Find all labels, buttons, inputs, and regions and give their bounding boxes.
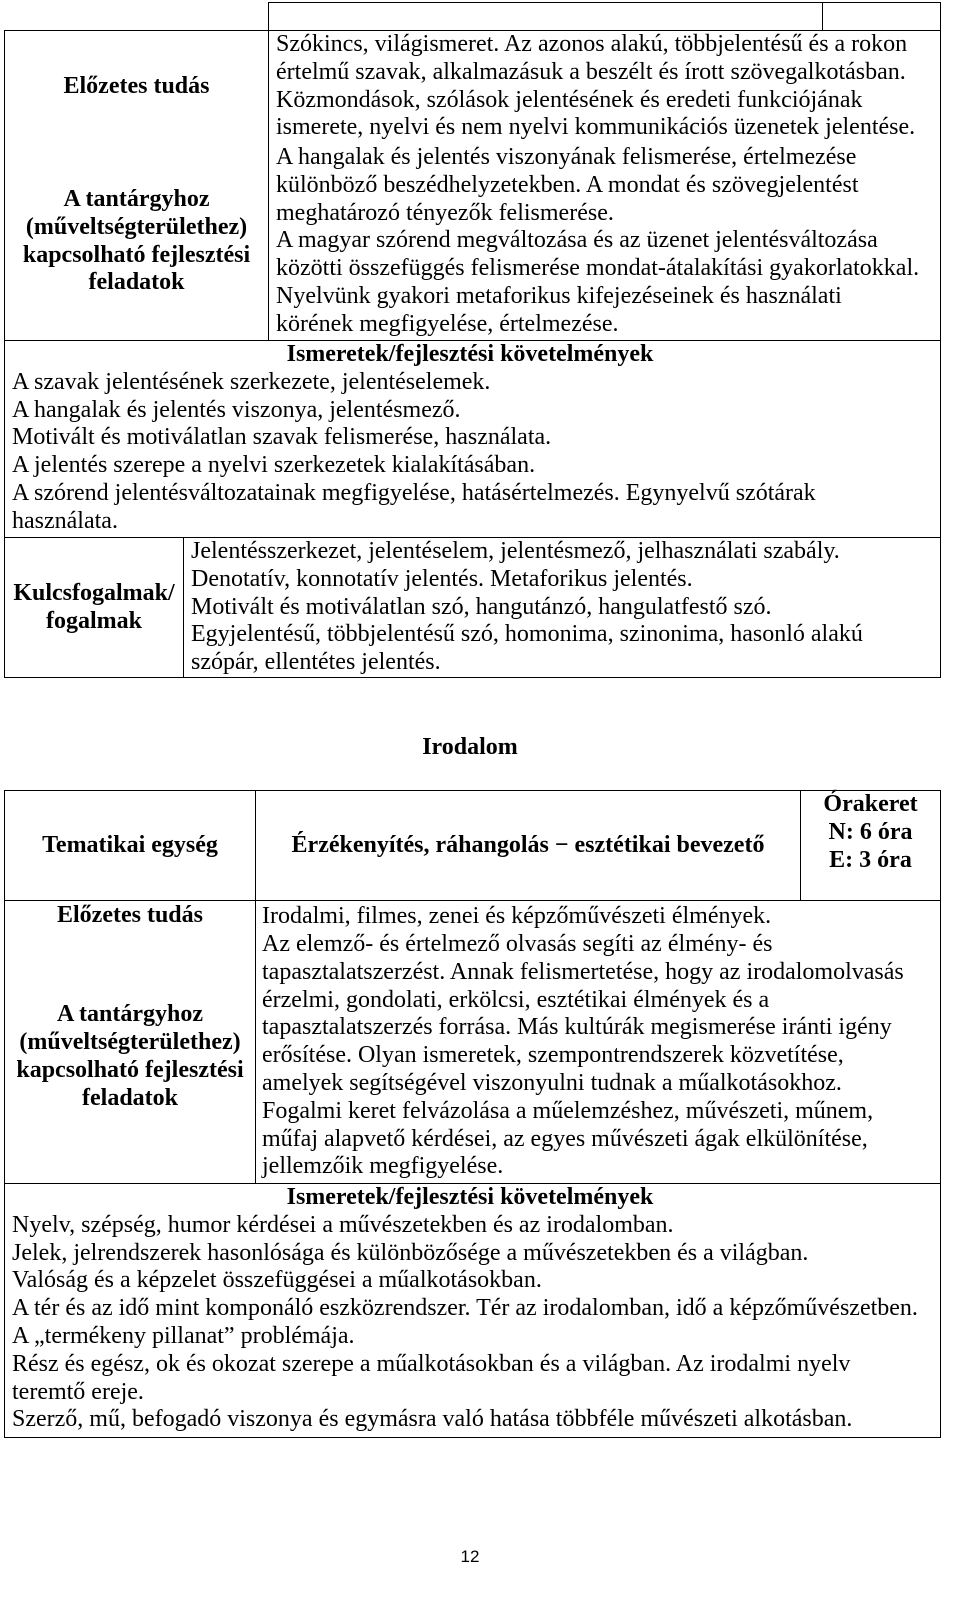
text-line: tapasztalatszerzést. Annak felismertetése, hogy az irodalomolvasás <box>262 958 904 985</box>
requirements-cell <box>4 340 941 538</box>
hours-normal: N: 6 óra <box>828 818 913 845</box>
text-line: Valóság és a képzelet összefüggései a műalkotásokban. <box>12 1267 542 1294</box>
development-tasks-label-cell <box>4 931 256 1184</box>
development-tasks-text-cell <box>268 143 941 341</box>
text-line: Közmondások, szólások jelentésének és eredeti funkciójának <box>276 86 863 113</box>
theme-title: Érzékenyítés, ráhangolás − esztétikai bevezető <box>291 831 765 858</box>
text-line: Egyjelentésű, többjelentésű szó, homonima, szinonima, hasonló alakú <box>191 621 863 648</box>
text-line: A szórend jelentésváltozatainak megfigyelése, hatásértelmezés. Egynyelvű szótárak <box>12 479 816 506</box>
text-line: műfaj alapvető kérdései, az egyes művészeti ágak elkülönítése, <box>262 1125 868 1152</box>
text-line: A tér és az idő mint komponáló eszközrendszer. Tér az irodalomban, idő a képzőművészetben. <box>12 1295 918 1322</box>
text-line: erősítése. Olyan ismeretek, szempontrendszerek közvetítése, <box>262 1042 844 1069</box>
text-line: körének megfigyelése, értelmezése. <box>276 310 619 337</box>
development-tasks-label-line: feladatok <box>82 1084 178 1111</box>
key-concepts-label-line: fogalmak <box>46 607 142 634</box>
development-tasks-label-line: kapcsolható fejlesztési <box>22 241 251 268</box>
text-line: A „termékeny pillanat” problémája. <box>12 1322 355 1349</box>
hours-extended: E: 3 óra <box>829 846 912 873</box>
development-tasks-label-cell <box>4 143 269 341</box>
text-line: Nyelvünk gyakori metaforikus kifejezéseinek és használati <box>276 282 842 309</box>
text-line: A hangalak és jelentés viszonya, jelentésmező. <box>12 396 461 423</box>
text-line: meghatározó tényezők felismerése. <box>276 199 614 226</box>
text-line: Jelek, jelrendszerek hasonlósága és különbözősége a művészetekben és a világban. <box>12 1239 809 1266</box>
requirements-cell <box>4 1183 941 1438</box>
text-line: szópár, ellentétes jelentés. <box>191 649 441 676</box>
key-concepts-label-cell <box>4 537 184 678</box>
text-line: érzelmi, gondolati, erkölcsi, esztétikai élmények és a <box>262 986 770 1013</box>
text-line: különböző beszédhelyzetekben. A mondat és szövegjelentést <box>276 171 859 198</box>
prior-knowledge-label: Előzetes tudás <box>63 73 210 100</box>
text-line: amelyek segítségével viszonyulni tudnak a műalkotásokhoz. <box>262 1069 842 1096</box>
text-line: értelmű szavak, alkalmazásuk a beszélt és írott szövegalkotásban. <box>276 58 906 85</box>
text-line: teremtő ereje. <box>12 1378 144 1405</box>
text-line: Nyelv, szépség, humor kérdései a művészetekben és az irodalomban. <box>12 1211 674 1238</box>
text-line: tapasztalatszerzés forrása. Más kultúrák megismerése iránti igény <box>262 1014 892 1041</box>
text-line: Az elemző- és értelmező olvasás segíti az élmény- és <box>262 931 773 957</box>
text-line: Motivált és motiválatlan szó, hangutánzó, hangulatfestő szó. <box>191 593 772 620</box>
theme-label: Tematikai egység <box>42 831 218 858</box>
prior-knowledge-label-cell <box>4 30 269 143</box>
development-tasks-label-line: A tantárgyhoz <box>63 185 210 212</box>
prior-knowledge-label: Előzetes tudás <box>57 902 203 929</box>
text-line: Irodalmi, filmes, zenei és képzőművészeti élmények. <box>262 903 772 929</box>
previous-table-fragment-cell <box>268 2 823 31</box>
text-line: A magyar szórend megváltozása és az üzenet jelentésváltozása <box>276 227 878 254</box>
hours-label: Órakeret <box>823 791 918 817</box>
key-concepts-text-cell <box>183 537 941 678</box>
text-line: használata. <box>12 507 118 534</box>
development-tasks-label-line: (műveltségterülethez) <box>19 1029 241 1056</box>
text-line: közötti összefüggés felismerése mondat-átalakítási gyakorlatokkal. <box>276 255 920 282</box>
text-line: Rész és egész, ok és okozat szerepe a műalkotásokban és a világban. Az irodalmi nyelv <box>12 1350 851 1377</box>
previous-table-fragment-cell <box>822 2 941 31</box>
prior-knowledge-text-cell <box>268 30 941 143</box>
requirements-heading: Ismeretek/fejlesztési követelmények <box>286 341 654 367</box>
text-line: Jelentésszerkezet, jelentéselem, jelentésmező, jelhasználati szabály. <box>191 538 840 564</box>
development-tasks-label-line: A tantárgyhoz <box>57 1001 203 1028</box>
text-line: Motivált és motiválatlan szavak felismerése, használata. <box>12 424 552 451</box>
page-number: 12 <box>460 1547 480 1566</box>
theme-label-cell <box>4 790 256 901</box>
development-tasks-label-line: feladatok <box>88 269 185 296</box>
key-concepts-label-line: Kulcsfogalmak/ <box>13 579 175 606</box>
text-line: ismerete, nyelvi és nem nyelvi kommunikációs üzenetek jelentése. <box>276 114 916 141</box>
text-line: Denotatív, konnotatív jelentés. Metaforikus jelentés. <box>191 565 693 592</box>
requirements-heading: Ismeretek/fejlesztési követelmények <box>286 1184 654 1210</box>
text-line: Szerző, mű, befogadó viszonya és egymásra való hatása többféle művészeti alkotásban. <box>12 1406 853 1433</box>
text-line: Szókincs, világismeret. Az azonos alakú, többjelentésű és a rokon <box>276 31 908 57</box>
theme-title-cell <box>255 790 801 901</box>
text-line: Fogalmi keret felvázolása a műelemzéshez, művészeti, műnem, <box>262 1097 874 1124</box>
development-tasks-text-cell <box>255 931 941 1184</box>
development-tasks-label-line: kapcsolható fejlesztési <box>16 1057 244 1083</box>
prior-knowledge-label-cell <box>4 900 256 931</box>
hours-cell <box>800 790 941 901</box>
section-title: Irodalom <box>422 734 518 760</box>
text-line: A hangalak és jelentés viszonyának felismerése, értelmezése <box>276 144 857 170</box>
text-line: jellemzőik megfigyelése. <box>262 1153 504 1180</box>
text-line: A szavak jelentésének szerkezete, jelentéselemek. <box>12 368 491 395</box>
text-line: A jelentés szerepe a nyelvi szerkezetek kialakításában. <box>12 452 536 479</box>
development-tasks-label-line: (műveltségterülethez) <box>25 213 248 240</box>
prior-knowledge-text-cell <box>255 900 941 931</box>
